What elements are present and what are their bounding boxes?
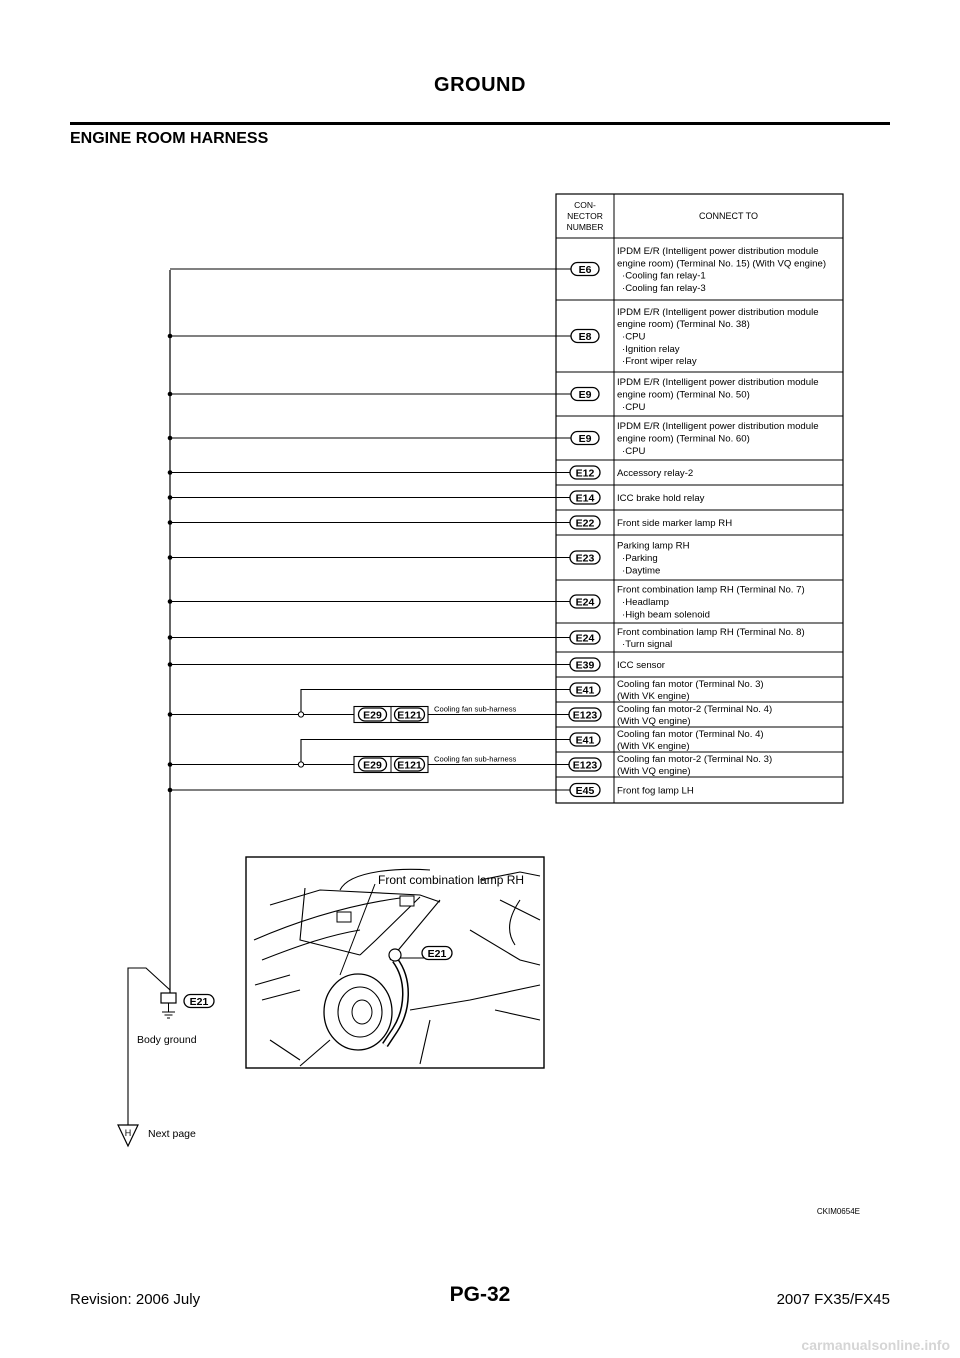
splice-dot bbox=[168, 662, 173, 667]
connector-label: E41 bbox=[575, 734, 595, 747]
splice-dot bbox=[168, 635, 173, 640]
connect-to-text: engine room) (Terminal No. 50) bbox=[617, 389, 750, 401]
connect-to-text: Cooling fan motor-2 (Terminal No. 4) bbox=[617, 703, 773, 715]
connector-label: E6 bbox=[578, 263, 592, 276]
connector-label: E121 bbox=[397, 709, 422, 722]
connect-to-text: Front fog lamp LH bbox=[617, 785, 694, 797]
connector-label: E45 bbox=[575, 784, 595, 797]
connect-to-text: ·Cooling fan relay-3 bbox=[622, 282, 706, 294]
next-page-arrow-icon bbox=[118, 1125, 138, 1146]
column-header-connector: NECTOR bbox=[567, 211, 603, 221]
connect-to-text: ·Cooling fan relay-1 bbox=[622, 270, 706, 282]
connect-to-text: ·Parking bbox=[622, 553, 658, 564]
connector-label: E123 bbox=[572, 709, 598, 722]
footer-revision: Revision: 2006 July bbox=[70, 1291, 201, 1308]
connector-pill bbox=[422, 947, 452, 960]
connect-to-text: Cooling fan motor (Terminal No. 4) bbox=[617, 728, 764, 740]
connector-label: E14 bbox=[575, 492, 595, 505]
connector-label: E29 bbox=[363, 759, 382, 772]
table-row bbox=[570, 491, 705, 504]
table-row bbox=[570, 585, 805, 621]
bolt-icon bbox=[337, 912, 351, 922]
connector-pill bbox=[359, 758, 387, 771]
splice-dot bbox=[168, 712, 173, 717]
connect-to-text: ·High beam solenoid bbox=[622, 609, 710, 621]
connector-table bbox=[556, 194, 843, 803]
table-row bbox=[569, 704, 772, 727]
connector-label: E12 bbox=[575, 467, 595, 480]
connector-pill bbox=[571, 388, 599, 401]
table-row bbox=[570, 627, 805, 650]
page-title: GROUND bbox=[434, 74, 526, 96]
junction-node bbox=[298, 712, 303, 717]
connector-pill bbox=[569, 758, 601, 771]
connect-to-text: (With VK engine) bbox=[617, 741, 690, 753]
connect-to-text: Cooling fan motor (Terminal No. 3) bbox=[617, 678, 764, 690]
connector-label: E41 bbox=[575, 684, 595, 697]
next-page-marker: H bbox=[124, 1128, 132, 1138]
connector-pill bbox=[570, 466, 600, 479]
connect-to-text: Parking lamp RH bbox=[617, 540, 690, 552]
inset-label: Front combination lamp RH bbox=[378, 873, 525, 887]
connect-to-text: ·Turn signal bbox=[622, 639, 673, 651]
connect-to-text: engine room) (Terminal No. 15) (With VQ engine) bbox=[617, 258, 827, 270]
connector-pill bbox=[569, 708, 601, 721]
connect-to-text: IPDM E/R (Intelligent power distribution module bbox=[617, 377, 819, 389]
connector-label: E9 bbox=[578, 432, 592, 445]
connect-to-text: ICC sensor bbox=[617, 660, 665, 671]
connector-pill bbox=[395, 708, 425, 721]
connector-pill bbox=[570, 658, 600, 671]
connector-label: E24 bbox=[575, 632, 595, 645]
connector-label: E39 bbox=[575, 659, 595, 672]
connector-pill bbox=[571, 263, 599, 276]
sub-harness-connector bbox=[354, 755, 517, 773]
table-row bbox=[571, 421, 819, 457]
connect-to-text: ·Daytime bbox=[622, 565, 661, 577]
connect-to-text: IPDM E/R (Intelligent power distribution module bbox=[617, 246, 819, 258]
connect-to-text: ·CPU bbox=[622, 401, 646, 413]
footer-page-number: PG-32 bbox=[449, 1283, 511, 1306]
table-row bbox=[570, 466, 693, 479]
next-page-wire bbox=[128, 968, 170, 1127]
body-ground bbox=[118, 968, 214, 1146]
location-inset bbox=[246, 857, 544, 1068]
connect-to-text: Front combination lamp RH (Terminal No. 8) bbox=[617, 626, 805, 638]
splice-dot bbox=[168, 392, 173, 397]
connect-to-text: engine room) (Terminal No. 38) bbox=[617, 319, 750, 331]
connect-to-text: (With VQ engine) bbox=[617, 766, 691, 778]
table-row bbox=[570, 784, 694, 797]
watermark: carmanualsonline.info bbox=[801, 1337, 950, 1353]
table-row bbox=[570, 729, 764, 752]
splice-dot bbox=[168, 762, 173, 767]
connector-pill bbox=[570, 733, 600, 746]
table-row bbox=[570, 516, 732, 529]
table-row bbox=[571, 307, 819, 367]
connector-label: E21 bbox=[189, 995, 209, 1008]
connect-to-text: IPDM E/R (Intelligent power distribution module bbox=[617, 421, 819, 433]
connect-to-text: ICC brake hold relay bbox=[617, 493, 705, 504]
sub-harness-label: Cooling fan sub-harness bbox=[434, 754, 517, 764]
sub-harness-connector bbox=[354, 705, 517, 723]
connect-to-text: ·CPU bbox=[622, 445, 646, 457]
connector-pill bbox=[395, 758, 425, 771]
splice-dot bbox=[168, 334, 173, 339]
next-page-label: Next page bbox=[148, 1128, 196, 1140]
junction-node bbox=[298, 762, 303, 767]
table-row bbox=[569, 754, 772, 777]
connector-pill bbox=[570, 631, 600, 644]
connect-to-text: ·CPU bbox=[622, 331, 646, 343]
connector-label: E121 bbox=[397, 759, 422, 772]
splice-dot bbox=[168, 555, 173, 560]
splice-dot bbox=[168, 470, 173, 475]
connector-pill bbox=[570, 516, 600, 529]
connector-pill bbox=[571, 432, 599, 445]
column-header-connect-to: CONNECT TO bbox=[698, 211, 759, 221]
connect-to-text: ·Ignition relay bbox=[622, 343, 680, 355]
connector-pill bbox=[570, 595, 600, 608]
splice-dot bbox=[168, 520, 173, 525]
table-row bbox=[571, 246, 826, 294]
splice-dot bbox=[168, 599, 173, 604]
figure-id: CKIM0654E bbox=[816, 1207, 860, 1216]
connector-pill bbox=[570, 683, 600, 696]
connector-label: E23 bbox=[575, 552, 595, 565]
connect-to-text: (With VQ engine) bbox=[617, 716, 691, 728]
connect-to-text: engine room) (Terminal No. 60) bbox=[617, 433, 750, 445]
ground-terminal bbox=[161, 993, 176, 1003]
connect-to-text: ·Front wiper relay bbox=[622, 356, 697, 368]
table-row bbox=[570, 658, 666, 671]
splice-dot bbox=[168, 436, 173, 441]
table-row bbox=[570, 679, 764, 702]
connect-to-text: Front side marker lamp RH bbox=[617, 518, 733, 529]
connector-pill bbox=[184, 995, 214, 1008]
connector-label: E8 bbox=[578, 330, 592, 343]
connect-to-text: Cooling fan motor-2 (Terminal No. 3) bbox=[617, 753, 773, 765]
splice-dot bbox=[168, 495, 173, 500]
connect-to-text: Accessory relay-2 bbox=[617, 468, 694, 479]
section-title: ENGINE ROOM HARNESS bbox=[70, 130, 269, 147]
sub-harness-label: Cooling fan sub-harness bbox=[434, 704, 517, 714]
table-row bbox=[570, 541, 690, 577]
connector-label: E9 bbox=[578, 388, 592, 401]
connector-label: E24 bbox=[575, 596, 595, 609]
connector-pill bbox=[570, 491, 600, 504]
connector-label: E22 bbox=[575, 517, 595, 530]
connector-pill bbox=[570, 784, 600, 797]
connector-label: E123 bbox=[572, 759, 598, 772]
splice-dot bbox=[168, 788, 173, 793]
connector-pill bbox=[359, 708, 387, 721]
connector-label: E21 bbox=[427, 947, 447, 960]
connector-label: E29 bbox=[363, 709, 382, 722]
ground-bolt-icon bbox=[389, 949, 401, 961]
connector-pill bbox=[570, 551, 600, 564]
footer-model: 2007 FX35/FX45 bbox=[776, 1291, 890, 1308]
connector-pill bbox=[571, 330, 599, 343]
column-header-connector: CON- bbox=[574, 200, 596, 210]
connect-to-text: Front combination lamp RH (Terminal No. 7) bbox=[617, 584, 805, 596]
connect-to-text: ·Headlamp bbox=[622, 597, 669, 608]
column-header-connector: NUMBER bbox=[566, 222, 604, 232]
body-ground-label: Body ground bbox=[137, 1034, 197, 1046]
bolt-icon bbox=[400, 896, 414, 906]
table-row bbox=[571, 377, 819, 413]
connect-to-text: (With VK engine) bbox=[617, 691, 690, 703]
connect-to-text: IPDM E/R (Intelligent power distribution module bbox=[617, 306, 819, 318]
